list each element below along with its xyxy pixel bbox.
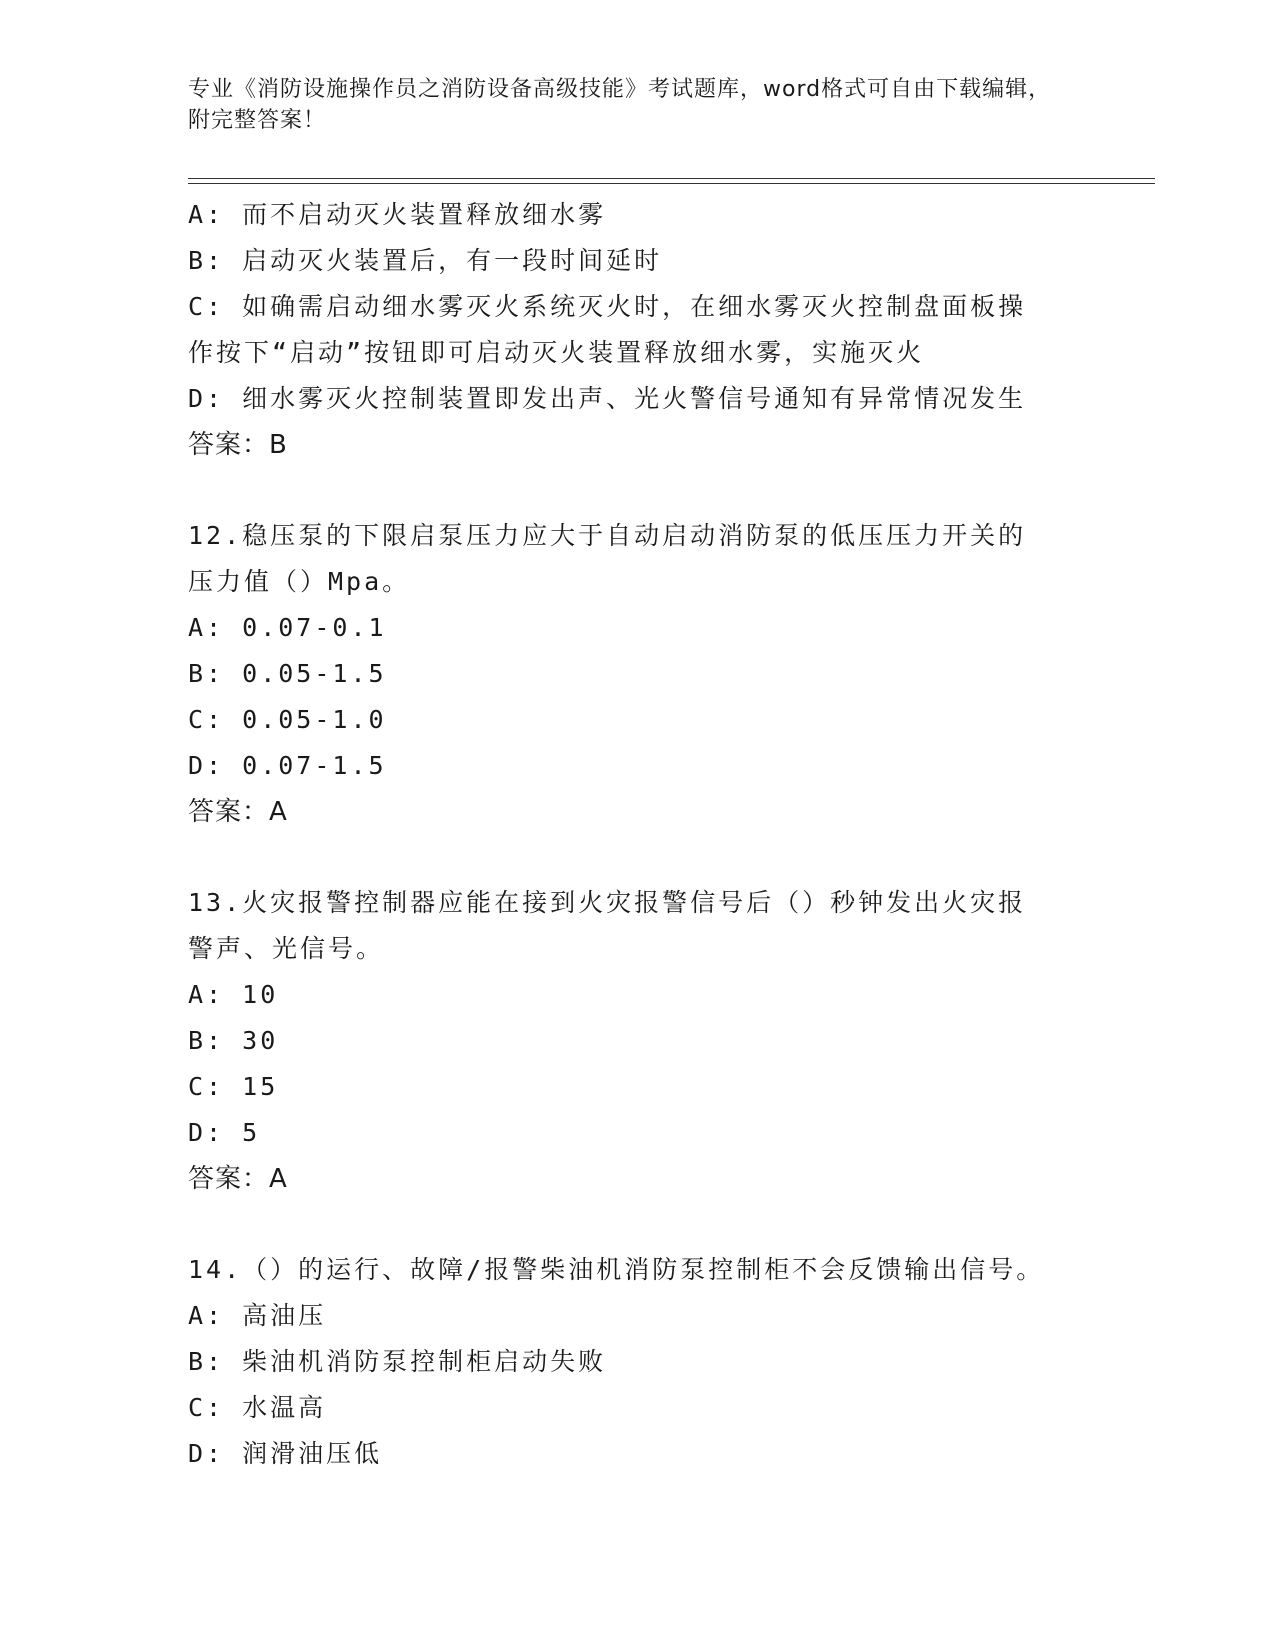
question-12 xyxy=(188,513,1088,835)
spacer xyxy=(188,1202,1088,1247)
option-d: D: 细水雾灭火控制装置即发出声、光火警信号通知有异常情况发生 xyxy=(188,384,1027,413)
option-d: D: 润滑油压低 xyxy=(188,1439,383,1468)
question-stem: 12.稳压泵的下限启泵压力应大于自动启动消防泵的低压压力开关的压力值（）Mpa。 xyxy=(188,521,1027,596)
answer-line: 答案：B xyxy=(188,430,288,460)
question-stem: 14.（）的运行、故障/报警柴油机消防泵控制柜不会反馈输出信号。 xyxy=(188,1255,1045,1284)
option-b: B: 30 xyxy=(188,1026,279,1055)
question-list xyxy=(188,192,1088,1477)
option-c: C: 水温高 xyxy=(188,1393,327,1422)
option-a: A: 10 xyxy=(188,980,279,1009)
option-c: C: 0.05-1.0 xyxy=(188,705,387,734)
option-c: C: 15 xyxy=(188,1072,279,1101)
document-intro: 专业《消防设施操作员之消防设备高级技能》考试题库，word格式可自由下载编辑，附完整答案！ xyxy=(188,77,1052,133)
option-a: A: 高油压 xyxy=(188,1301,327,1330)
question-11-continued xyxy=(188,192,1088,468)
question-14 xyxy=(188,1247,1088,1477)
spacer xyxy=(188,468,1088,513)
option-a: A: 0.07-0.1 xyxy=(188,613,387,642)
option-b: B: 启动灭火装置后，有一段时间延时 xyxy=(188,246,663,275)
question-13 xyxy=(188,880,1088,1202)
spacer xyxy=(188,835,1088,880)
option-d: D: 0.07-1.5 xyxy=(188,751,387,780)
header-divider-bottom xyxy=(188,183,1155,184)
answer-line: 答案：A xyxy=(188,1164,288,1194)
question-stem: 13.火灾报警控制器应能在接到火灾报警信号后（）秒钟发出火灾报警声、光信号。 xyxy=(188,888,1027,963)
option-c: C: 如确需启动细水雾灭火系统灭火时，在细水雾灭火控制盘面板操作按下“启动”按钮即可启动灭火装置释放细水雾，实施灭火 xyxy=(188,292,1027,367)
option-b: B: 0.05-1.5 xyxy=(188,659,387,688)
answer-line: 答案：A xyxy=(188,797,288,827)
option-d: D: 5 xyxy=(188,1118,261,1147)
header-divider-top xyxy=(188,178,1155,179)
option-b: B: 柴油机消防泵控制柜启动失败 xyxy=(188,1347,607,1376)
option-a: A: 而不启动灭火装置释放细水雾 xyxy=(188,200,607,229)
